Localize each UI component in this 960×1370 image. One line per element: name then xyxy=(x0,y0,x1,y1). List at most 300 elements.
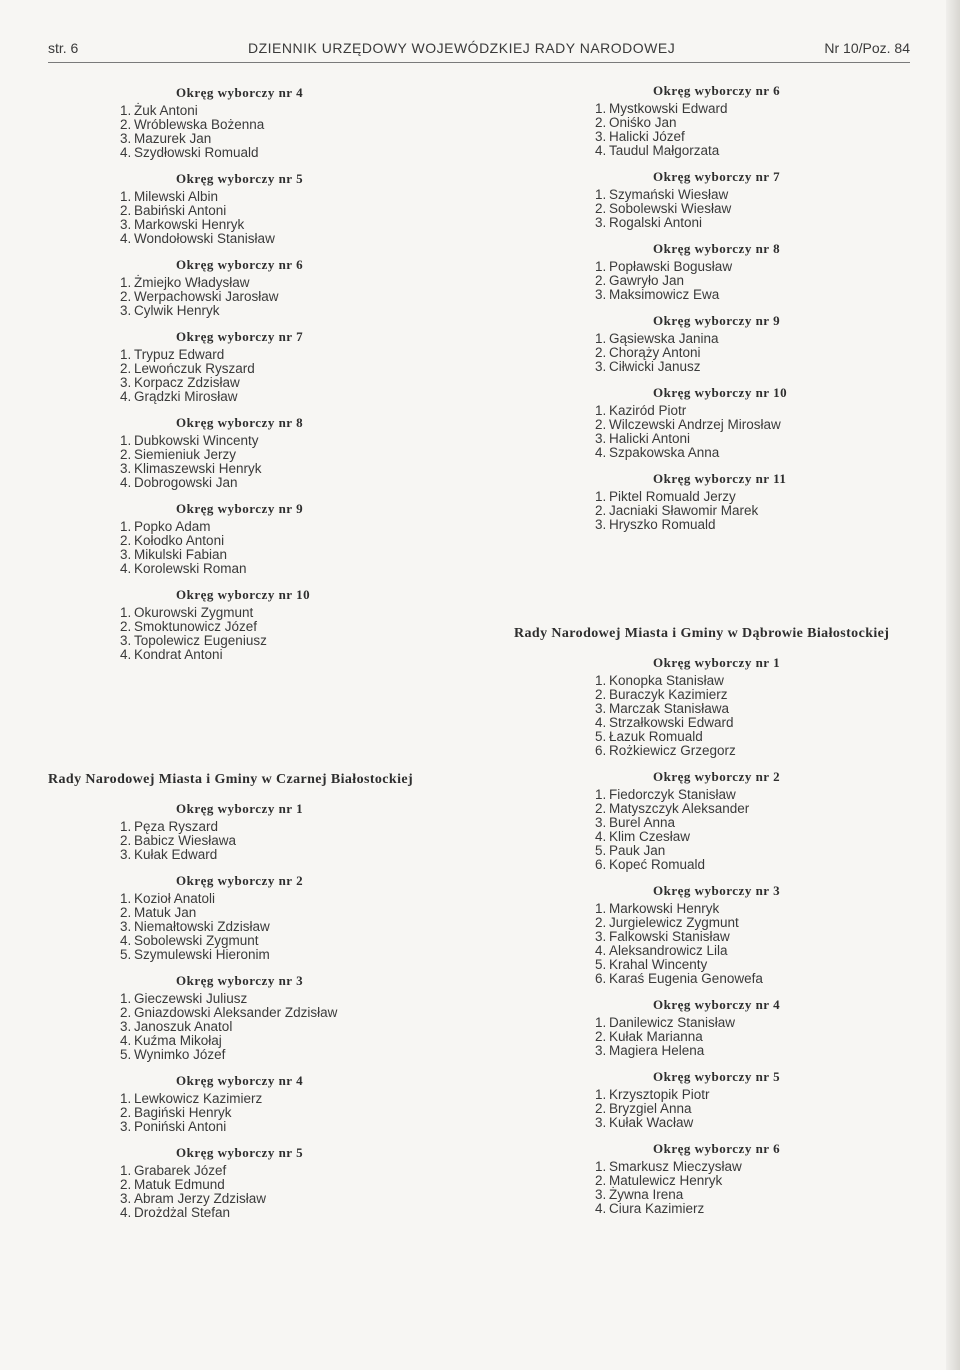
candidate-name: Taudul Małgorzata xyxy=(609,143,720,158)
candidate-number: 2. xyxy=(120,533,132,548)
candidate-item xyxy=(120,1020,440,1034)
candidate-name: Łazuk Romuald xyxy=(609,729,703,744)
candidate-name: Korpacz Zdzisław xyxy=(134,375,240,390)
candidate-number: 2. xyxy=(595,201,607,216)
candidate-item xyxy=(120,934,440,948)
candidate-item xyxy=(595,788,915,802)
candidate-name: Mikulski Fabian xyxy=(134,547,228,562)
candidate-number: 3. xyxy=(595,1043,607,1058)
candidate-name: Jurgielewicz Zygmunt xyxy=(609,915,739,930)
district-heading: Okręg wyborczy nr 5 xyxy=(176,171,304,186)
candidate-number: 2. xyxy=(120,289,132,304)
candidate-number: 4. xyxy=(595,445,607,460)
candidate-name: Trypuz Edward xyxy=(134,347,225,362)
candidate-list xyxy=(595,188,915,230)
candidate-name: Aleksandrowicz Lila xyxy=(609,943,728,958)
candidate-list xyxy=(595,1016,915,1058)
candidate-name: Babiński Antoni xyxy=(134,203,227,218)
candidate-item xyxy=(595,816,915,830)
candidate-name: Matuk Jan xyxy=(134,905,197,920)
candidate-item xyxy=(595,1016,915,1030)
candidate-item xyxy=(595,188,915,202)
candidate-number: 3. xyxy=(120,131,132,146)
candidate-number: 1. xyxy=(595,1087,607,1102)
candidate-name: Kuźma Mikołaj xyxy=(134,1033,222,1048)
candidate-number: 1. xyxy=(595,331,607,346)
candidate-name: Szpakowska Anna xyxy=(609,445,720,460)
candidate-item xyxy=(120,276,440,290)
candidate-number: 3. xyxy=(120,303,132,318)
candidate-number: 1. xyxy=(595,403,607,418)
district-heading: Okręg wyborczy nr 5 xyxy=(653,1069,781,1084)
candidate-item xyxy=(120,434,440,448)
candidate-list xyxy=(595,674,915,758)
candidate-name: Kołodko Antoni xyxy=(134,533,225,548)
candidate-item xyxy=(120,1006,440,1020)
candidate-name: Kopeć Romuald xyxy=(609,857,706,872)
candidate-number: 2. xyxy=(595,345,607,360)
candidate-item xyxy=(120,1164,440,1178)
candidate-item xyxy=(595,702,915,716)
left-column-top xyxy=(120,84,440,672)
issue-number: Nr 10/Poz. 84 xyxy=(824,40,910,56)
candidate-list xyxy=(120,820,440,862)
candidate-name: Janoszuk Anatol xyxy=(134,1019,233,1034)
candidate-number: 3. xyxy=(595,701,607,716)
candidate-name: Grądzki Mirosław xyxy=(134,389,238,404)
candidate-list xyxy=(120,992,440,1062)
candidate-item xyxy=(120,1206,440,1220)
candidate-number: 3. xyxy=(120,1191,132,1206)
candidate-number: 4. xyxy=(595,829,607,844)
candidate-item xyxy=(120,520,440,534)
candidate-item xyxy=(120,892,440,906)
candidate-number: 1. xyxy=(120,275,132,290)
candidate-number: 1. xyxy=(120,189,132,204)
candidate-name: Markowski Henryk xyxy=(609,901,720,916)
candidate-item xyxy=(120,348,440,362)
candidate-item xyxy=(120,1192,440,1206)
candidate-item xyxy=(595,716,915,730)
candidate-number: 4. xyxy=(595,943,607,958)
candidate-item xyxy=(595,1116,915,1130)
candidate-number: 2. xyxy=(120,447,132,462)
candidate-name: Szydłowski Romuald xyxy=(134,145,259,160)
candidate-name: Sobolewski Zygmunt xyxy=(134,933,259,948)
candidate-list xyxy=(595,490,915,532)
candidate-number: 3. xyxy=(120,633,132,648)
candidate-list xyxy=(595,1160,915,1216)
district-heading: Okręg wyborczy nr 8 xyxy=(653,241,781,256)
candidate-item xyxy=(120,1048,440,1062)
district-heading: Okręg wyborczy nr 6 xyxy=(653,1141,781,1156)
candidate-number: 1. xyxy=(595,187,607,202)
candidate-item xyxy=(595,1188,915,1202)
candidate-name: Poniński Antoni xyxy=(134,1119,227,1134)
district-heading: Okręg wyborczy nr 4 xyxy=(176,1073,304,1088)
candidate-name: Mystkowski Edward xyxy=(609,101,728,116)
candidate-name: Bryzgiel Anna xyxy=(609,1101,692,1116)
candidate-item xyxy=(120,606,440,620)
candidate-item xyxy=(120,290,440,304)
candidate-name: Korolewski Roman xyxy=(134,561,247,576)
candidate-name: Mazurek Jan xyxy=(134,131,212,146)
candidate-number: 1. xyxy=(120,1091,132,1106)
candidate-number: 1. xyxy=(120,991,132,1006)
candidate-name: Gawryło Jan xyxy=(609,273,685,288)
candidate-number: 2. xyxy=(120,117,132,132)
candidate-number: 1. xyxy=(120,819,132,834)
district-heading: Okręg wyborczy nr 10 xyxy=(176,587,311,602)
candidate-name: Sobolewski Wiesław xyxy=(609,201,732,216)
candidate-item xyxy=(120,906,440,920)
candidate-number: 4. xyxy=(120,231,132,246)
candidate-number: 1. xyxy=(120,347,132,362)
candidate-name: Krahal Wincenty xyxy=(609,957,708,972)
candidate-number: 1. xyxy=(595,787,607,802)
candidate-number: 3. xyxy=(595,929,607,944)
candidate-number: 6. xyxy=(595,971,607,986)
candidate-number: 4. xyxy=(595,1201,607,1216)
candidate-name: Drożdżal Stefan xyxy=(134,1205,231,1220)
candidate-item xyxy=(595,802,915,816)
candidate-item xyxy=(595,332,915,346)
district-heading: Okręg wyborczy nr 6 xyxy=(653,83,781,98)
candidate-number: 4. xyxy=(120,475,132,490)
right-column-bottom xyxy=(595,654,915,1226)
candidate-item xyxy=(595,674,915,688)
candidate-name: Jacniaki Sławomir Marek xyxy=(609,503,759,518)
district-heading: Okręg wyborczy nr 1 xyxy=(176,801,304,816)
candidate-name: Dubkowski Wincenty xyxy=(134,433,259,448)
candidate-name: Topolewicz Eugeniusz xyxy=(134,633,267,648)
candidate-number: 3. xyxy=(120,1019,132,1034)
candidate-name: Maksimowicz Ewa xyxy=(609,287,720,302)
district-heading: Okręg wyborczy nr 2 xyxy=(653,769,781,784)
candidate-item xyxy=(595,744,915,758)
candidate-name: Karaś Eugenia Genowefa xyxy=(609,971,763,986)
candidate-item xyxy=(595,102,915,116)
candidate-item xyxy=(120,476,440,490)
candidate-item xyxy=(120,1034,440,1048)
candidate-list xyxy=(595,788,915,872)
candidate-name: Wilczewski Andrzej Mirosław xyxy=(609,417,781,432)
candidate-item xyxy=(120,232,440,246)
candidate-item xyxy=(120,634,440,648)
candidate-number: 5. xyxy=(595,729,607,744)
council-heading-dabrowa: Rady Narodowej Miasta i Gminy w Dąbrowie Białostockiej xyxy=(514,626,890,641)
district-heading: Okręg wyborczy nr 1 xyxy=(653,655,781,670)
candidate-number: 2. xyxy=(120,1105,132,1120)
candidate-number: 1. xyxy=(595,1015,607,1030)
candidate-name: Wondołowski Stanisław xyxy=(134,231,275,246)
candidate-item xyxy=(595,1102,915,1116)
candidate-number: 2. xyxy=(595,273,607,288)
candidate-number: 3. xyxy=(120,547,132,562)
candidate-item xyxy=(120,376,440,390)
candidate-name: Ciura Kazimierz xyxy=(609,1201,705,1216)
candidate-name: Okurowski Zygmunt xyxy=(134,605,254,620)
candidate-number: 1. xyxy=(595,901,607,916)
candidate-name: Lewończuk Ryszard xyxy=(134,361,255,376)
candidate-item xyxy=(595,130,915,144)
candidate-name: Ciłwicki Janusz xyxy=(609,359,701,374)
candidate-number: 1. xyxy=(120,605,132,620)
district-heading: Okręg wyborczy nr 6 xyxy=(176,257,304,272)
candidate-item xyxy=(595,844,915,858)
candidate-number: 4. xyxy=(595,715,607,730)
candidate-number: 2. xyxy=(595,1029,607,1044)
candidate-number: 1. xyxy=(595,259,607,274)
candidate-number: 2. xyxy=(120,1005,132,1020)
candidate-item xyxy=(120,848,440,862)
district-heading: Okręg wyborczy nr 4 xyxy=(653,997,781,1012)
candidate-number: 3. xyxy=(595,129,607,144)
candidate-list xyxy=(120,1164,440,1220)
candidate-name: Kułak Wacław xyxy=(609,1115,694,1130)
candidate-name: Klimaszewski Henryk xyxy=(134,461,262,476)
candidate-name: Halicki Antoni xyxy=(609,431,691,446)
candidate-number: 4. xyxy=(120,561,132,576)
candidate-item xyxy=(595,1088,915,1102)
candidate-number: 4. xyxy=(120,145,132,160)
candidate-item xyxy=(120,218,440,232)
candidate-name: Klim Czesław xyxy=(609,829,691,844)
candidate-number: 2. xyxy=(595,1101,607,1116)
journal-title: DZIENNIK URZĘDOWY WOJEWÓDZKIEJ RADY NARODOWEJ xyxy=(248,40,676,56)
candidate-item xyxy=(595,260,915,274)
candidate-number: 6. xyxy=(595,857,607,872)
candidate-item xyxy=(595,288,915,302)
candidate-list xyxy=(595,332,915,374)
candidate-item xyxy=(120,920,440,934)
candidate-number: 2. xyxy=(595,1173,607,1188)
candidate-number: 1. xyxy=(595,1159,607,1174)
candidate-number: 3. xyxy=(595,287,607,302)
candidate-name: Żmiejko Władysław xyxy=(134,275,250,290)
candidate-item xyxy=(120,562,440,576)
candidate-name: Oniśko Jan xyxy=(609,115,677,130)
candidate-number: 5. xyxy=(120,947,132,962)
candidate-item xyxy=(595,418,915,432)
candidate-item xyxy=(595,432,915,446)
candidate-item xyxy=(595,1202,915,1216)
candidate-name: Matulewicz Henryk xyxy=(609,1173,723,1188)
candidate-item xyxy=(120,534,440,548)
right-column-top xyxy=(595,82,915,542)
candidate-item xyxy=(595,404,915,418)
candidate-item xyxy=(595,360,915,374)
candidate-name: Szymański Wiesław xyxy=(609,187,729,202)
district-heading: Okręg wyborczy nr 5 xyxy=(176,1145,304,1160)
candidate-name: Kułak Edward xyxy=(134,847,218,862)
district-heading: Okręg wyborczy nr 11 xyxy=(653,471,787,486)
district-heading: Okręg wyborczy nr 4 xyxy=(176,85,304,100)
candidate-name: Lewkowicz Kazimierz xyxy=(134,1091,263,1106)
candidate-name: Buraczyk Kazimierz xyxy=(609,687,728,702)
candidate-list xyxy=(120,190,440,246)
candidate-number: 1. xyxy=(120,1163,132,1178)
candidate-item xyxy=(120,548,440,562)
candidate-item xyxy=(595,202,915,216)
candidate-item xyxy=(120,648,440,662)
candidate-item xyxy=(120,620,440,634)
candidate-name: Żywna Irena xyxy=(609,1187,684,1202)
candidate-item xyxy=(120,1120,440,1134)
candidate-item xyxy=(595,346,915,360)
candidate-item xyxy=(120,1106,440,1120)
district-heading: Okręg wyborczy nr 9 xyxy=(653,313,781,328)
candidate-name: Strzałkowski Edward xyxy=(609,715,734,730)
candidate-list xyxy=(120,606,440,662)
candidate-list xyxy=(595,404,915,460)
candidate-name: Bagiński Henryk xyxy=(134,1105,232,1120)
candidate-list xyxy=(595,1088,915,1130)
candidate-number: 1. xyxy=(120,891,132,906)
candidate-number: 3. xyxy=(120,919,132,934)
candidate-item xyxy=(595,858,915,872)
candidate-name: Marczak Stanisława xyxy=(609,701,730,716)
candidate-list xyxy=(120,520,440,576)
candidate-number: 2. xyxy=(120,905,132,920)
candidate-item xyxy=(120,362,440,376)
candidate-number: 2. xyxy=(595,801,607,816)
candidate-number: 1. xyxy=(595,673,607,688)
candidate-name: Magiera Helena xyxy=(609,1043,705,1058)
candidate-item xyxy=(595,972,915,986)
candidate-number: 2. xyxy=(120,833,132,848)
candidate-number: 3. xyxy=(595,517,607,532)
candidate-number: 3. xyxy=(595,359,607,374)
candidate-number: 3. xyxy=(120,375,132,390)
candidate-name: Pauk Jan xyxy=(609,843,666,858)
candidate-number: 1. xyxy=(595,101,607,116)
candidate-item xyxy=(120,304,440,318)
candidate-name: Smarkusz Mieczysław xyxy=(609,1159,742,1174)
candidate-item xyxy=(595,1044,915,1058)
candidate-name: Markowski Henryk xyxy=(134,217,245,232)
candidate-name: Konopka Stanisław xyxy=(609,673,724,688)
candidate-number: 2. xyxy=(120,361,132,376)
candidate-list xyxy=(595,102,915,158)
candidate-item xyxy=(595,916,915,930)
candidate-name: Wróblewska Bożenna xyxy=(134,117,265,132)
candidate-number: 4. xyxy=(120,647,132,662)
candidate-name: Gniazdowski Aleksander Zdzisław xyxy=(134,1005,338,1020)
candidate-item xyxy=(120,204,440,218)
candidate-item xyxy=(595,274,915,288)
candidate-name: Grabarek Józef xyxy=(134,1163,227,1178)
candidate-item xyxy=(595,216,915,230)
candidate-number: 1. xyxy=(120,433,132,448)
candidate-number: 4. xyxy=(120,933,132,948)
candidate-number: 1. xyxy=(120,103,132,118)
candidate-number: 3. xyxy=(595,815,607,830)
candidate-name: Popko Adam xyxy=(134,519,211,534)
candidate-list xyxy=(120,892,440,962)
candidate-number: 2. xyxy=(595,915,607,930)
candidate-item xyxy=(595,730,915,744)
candidate-item xyxy=(595,1174,915,1188)
candidate-item xyxy=(595,446,915,460)
candidate-item xyxy=(595,944,915,958)
candidate-item xyxy=(120,820,440,834)
candidate-item xyxy=(120,834,440,848)
candidate-name: Matuk Edmund xyxy=(134,1177,225,1192)
candidate-name: Szymulewski Hieronim xyxy=(134,947,270,962)
candidate-item xyxy=(120,948,440,962)
candidate-list xyxy=(120,434,440,490)
candidate-item xyxy=(595,116,915,130)
candidate-item xyxy=(120,992,440,1006)
candidate-name: Kozioł Anatoli xyxy=(134,891,216,906)
candidate-name: Siemieniuk Jerzy xyxy=(134,447,237,462)
candidate-number: 6. xyxy=(595,743,607,758)
candidate-name: Dobrogowski Jan xyxy=(134,475,238,490)
candidate-number: 3. xyxy=(120,847,132,862)
candidate-number: 4. xyxy=(595,143,607,158)
candidate-name: Danilewicz Stanisław xyxy=(609,1015,736,1030)
candidate-item xyxy=(120,448,440,462)
district-heading: Okręg wyborczy nr 7 xyxy=(653,169,781,184)
candidate-item xyxy=(120,132,440,146)
candidate-item xyxy=(120,390,440,404)
candidate-item xyxy=(120,190,440,204)
candidate-name: Krzysztopik Piotr xyxy=(609,1087,710,1102)
candidate-name: Rogalski Antoni xyxy=(609,215,703,230)
candidate-name: Chorąży Antoni xyxy=(609,345,701,360)
candidate-item xyxy=(120,146,440,160)
candidate-number: 2. xyxy=(120,1177,132,1192)
candidate-item xyxy=(595,958,915,972)
candidate-name: Kułak Marianna xyxy=(609,1029,703,1044)
candidate-list xyxy=(120,348,440,404)
candidate-list xyxy=(120,104,440,160)
candidate-item xyxy=(120,118,440,132)
candidate-item xyxy=(595,144,915,158)
candidate-name: Abram Jerzy Zdzisław xyxy=(134,1191,267,1206)
candidate-item xyxy=(595,504,915,518)
candidate-number: 2. xyxy=(595,417,607,432)
candidate-name: Matyszczyk Aleksander xyxy=(609,801,750,816)
candidate-list xyxy=(595,902,915,986)
district-heading: Okręg wyborczy nr 3 xyxy=(653,883,781,898)
candidate-item xyxy=(595,518,915,532)
candidate-name: Niemałtowski Zdzisław xyxy=(134,919,270,934)
candidate-name: Piktel Romuald Jerzy xyxy=(609,489,736,504)
candidate-name: Halicki Józef xyxy=(609,129,685,144)
district-heading: Okręg wyborczy nr 7 xyxy=(176,329,304,344)
candidate-list xyxy=(120,276,440,318)
page-header xyxy=(48,40,910,63)
candidate-item xyxy=(120,104,440,118)
candidate-number: 3. xyxy=(595,1187,607,1202)
district-heading: Okręg wyborczy nr 2 xyxy=(176,873,304,888)
candidate-number: 5. xyxy=(595,843,607,858)
candidate-name: Gąsiewska Janina xyxy=(609,331,719,346)
council-heading-czarna: Rady Narodowej Miasta i Gminy w Czarnej Białostockiej xyxy=(48,772,414,787)
candidate-number: 4. xyxy=(120,389,132,404)
candidate-item xyxy=(595,688,915,702)
candidate-name: Smoktunowicz Józef xyxy=(134,619,258,634)
candidate-number: 4. xyxy=(120,1205,132,1220)
candidate-name: Milewski Albin xyxy=(134,189,219,204)
candidate-number: 2. xyxy=(595,687,607,702)
candidate-number: 5. xyxy=(595,957,607,972)
candidate-name: Rożkiewicz Grzegorz xyxy=(609,743,736,758)
district-heading: Okręg wyborczy nr 3 xyxy=(176,973,304,988)
candidate-number: 3. xyxy=(120,1119,132,1134)
